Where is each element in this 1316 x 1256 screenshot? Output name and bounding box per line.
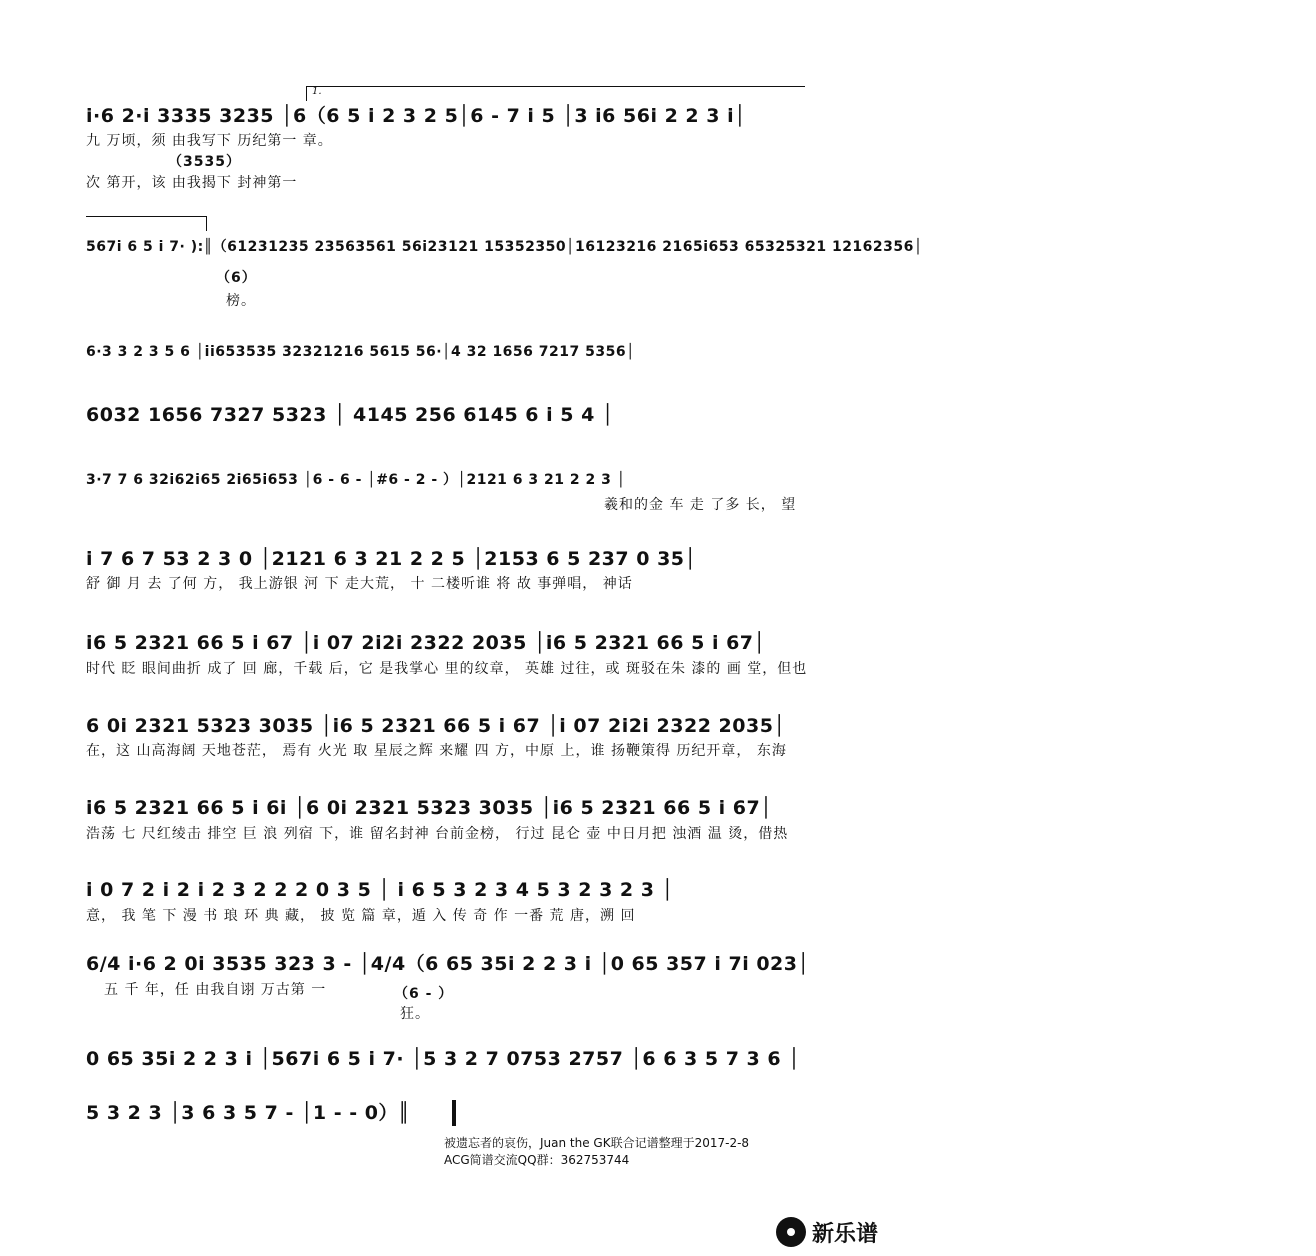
volta-bracket-end <box>86 216 207 231</box>
vinyl-disc-icon <box>776 1217 806 1247</box>
final-barline <box>452 1100 456 1126</box>
lyric-line-1c: 次 第开，该 由我揭下 封神第一 <box>86 175 298 191</box>
lyric-line-6: 舒 御 月 去 了何 方， 我上游银 河 下 走大荒， 十 二楼听谁 将 故 事弹唱， 神话 <box>86 576 633 592</box>
credit-line-1: 被遗忘者的哀伤，Juan the GK联合记谱整理于2017-2-8 <box>444 1136 750 1150</box>
score-line-2: 567i 6 5 i 7· ):║（61231235 23563561 56i23121 15352350│16123216 2165i653 65325321 12162356│ <box>86 239 923 255</box>
credit-line-2: ACG简谱交流QQ群：362753744 <box>444 1153 630 1167</box>
score-line-6: i 7 6 7 53 2 3 0 │2121 6 3 21 2 2 5 │2153 6 5 237 0 35│ <box>86 548 697 570</box>
score-line-3: 6·3 3 2 3 5 6 │ii653535 32321216 5615 56·│4 32 1656 7217 5356│ <box>86 344 636 360</box>
lyric-line-11a: 五 千 年，任 由我自诩 万古第 一 <box>104 982 327 998</box>
lyric-line-11c: 狂。 <box>400 1006 430 1022</box>
score-line-4: 6032 1656 7327 5323 │ 4145 256 6145 6 i 5 4 │ <box>86 404 614 426</box>
volta-bracket-first-ending <box>306 86 805 101</box>
score-line-9: i6 5 2321 66 5 i 6i │6 0i 2321 5323 3035 │i6 5 2321 66 5 i 67│ <box>86 797 773 819</box>
score-line-5: 3·7 7 6 32i62i65 2i65i653 │6 - 6 - │#6 - 2 - ）│2121 6 3 21 2 2 3 │ <box>86 472 626 488</box>
lyric-line-2a: （6） <box>216 270 257 286</box>
lyric-line-9: 浩荡 七 尺红绫击 排空 巨 浪 列宿 下，谁 留名封神 台前金榜， 行过 昆仑 壶 中日月把 浊酒 温 烫，借热 <box>86 826 789 842</box>
score-line-8: 6 0i 2321 5323 3035 │i6 5 2321 66 5 i 67 │i 07 2i2i 2322 2035│ <box>86 715 786 737</box>
score-line-1: i·6 2·i 3335 3235 │6（6 5 i 2 3 2 5│6 - 7 i 5 │3 i6 56i 2 2 3 i│ <box>86 105 747 127</box>
lyric-line-1a: 九 万顷，须 由我写下 历纪第一 章。 <box>86 133 333 149</box>
lyric-line-7: 时代 眨 眼间曲折 成了 回 廊，千载 后，它 是我掌心 里的纹章， 英雄 过往，或 斑驳在朱 漆的 画 堂，但也 <box>86 661 808 677</box>
lyric-line-2b: 榜。 <box>226 293 256 309</box>
site-logo <box>776 1214 878 1250</box>
lyric-line-8: 在，这 山高海阔 天地苍茫， 焉有 火光 取 星辰之辉 来耀 四 方，中原 上，谁 扬鞭策得 历纪开章， 东海 <box>86 743 787 759</box>
score-line-13: 5 3 2 3 │3 6 3 5 7 - │1 - - 0）║ <box>86 1102 410 1124</box>
lyric-line-10: 意， 我 笔 下 漫 书 琅 环 典 藏， 披 览 篇 章，遁 入 传 奇 作 一番 荒 唐，溯 回 <box>86 908 636 924</box>
lyric-line-5: 羲和的金 车 走 了多 长， 望 <box>604 497 797 513</box>
lyric-line-1b: （3535） <box>168 154 241 170</box>
score-line-10: i 0 7 2 i 2 i 2 3 2 2 2 0 3 5 │ i 6 5 3 2 3 4 5 3 2 3 2 3 │ <box>86 879 674 901</box>
lyric-line-11b: （6 - ） <box>394 986 454 1002</box>
logo-text: 新乐谱 <box>811 1221 878 1247</box>
score-line-11: 6/4 i·6 2 0i 3535 323 3 - │4/4（6 65 35i 2 2 3 i │0 65 357 i 7i 023│ <box>86 953 810 975</box>
score-line-7: i6 5 2321 66 5 i 67 │i 07 2i2i 2322 2035 │i6 5 2321 66 5 i 67│ <box>86 632 766 654</box>
volta-label: 1. <box>312 86 322 97</box>
score-line-12: 0 65 35i 2 2 3 i │567i 6 5 i 7· │5 3 2 7 0753 2757 │6 6 3 5 7 3 6 │ <box>86 1048 801 1070</box>
